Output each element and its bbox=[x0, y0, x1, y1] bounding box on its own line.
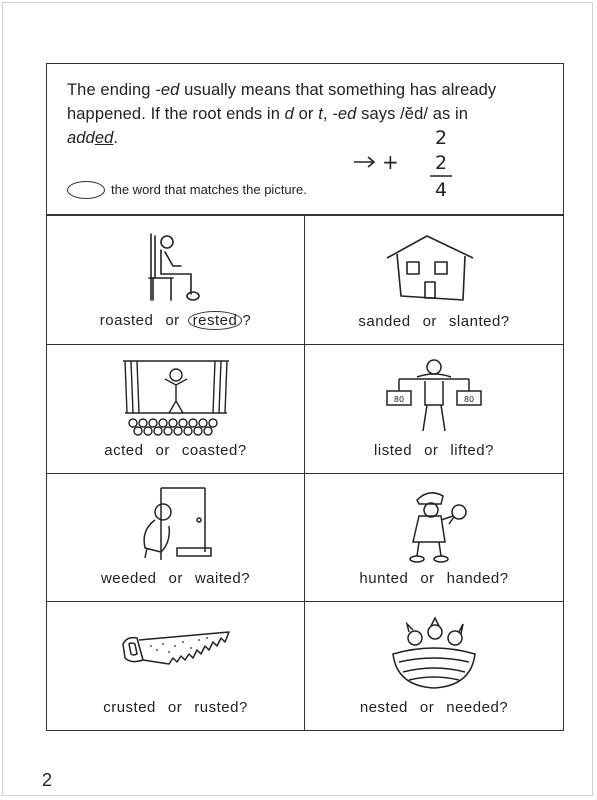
rusty-saw-icon bbox=[121, 614, 231, 696]
exercise-item bbox=[305, 601, 563, 730]
word-option-2[interactable]: coasted bbox=[181, 441, 238, 459]
word-option-1[interactable]: weeded bbox=[100, 570, 157, 588]
exercise-item bbox=[305, 215, 563, 344]
handwritten-addition bbox=[352, 124, 472, 204]
stage-actor-icon bbox=[121, 357, 231, 439]
choice-line: sanded or slanted? bbox=[358, 312, 510, 330]
math-middle: 2 bbox=[435, 152, 448, 174]
word-option-1[interactable]: listed bbox=[374, 441, 413, 459]
word-option-1[interactable]: hunted bbox=[359, 570, 409, 588]
exercise-item bbox=[47, 215, 305, 344]
word-option-1[interactable]: acted bbox=[104, 441, 144, 459]
weight-label: 80 bbox=[393, 394, 405, 404]
oval-icon bbox=[67, 181, 105, 199]
exercise-item bbox=[47, 473, 305, 602]
choice-line: listed or lifted? bbox=[374, 441, 494, 459]
exercise-item bbox=[305, 344, 563, 473]
math-result: 4 bbox=[435, 179, 448, 201]
choice-line: weeded or waited? bbox=[100, 570, 251, 588]
word-option-1[interactable]: sanded bbox=[358, 312, 411, 330]
exercise-item bbox=[47, 344, 305, 473]
slanted-house-icon bbox=[379, 228, 489, 310]
directions: the word that matches the picture. bbox=[67, 180, 307, 200]
choice-line: crusted or rusted? bbox=[103, 699, 248, 716]
plus-sign: + bbox=[382, 150, 399, 174]
word-option-2[interactable]: needed bbox=[446, 699, 500, 716]
dog-at-door-icon bbox=[121, 486, 231, 568]
weightlifter-icon bbox=[379, 357, 489, 439]
exercise-grid bbox=[46, 215, 564, 731]
weight-label: 80 bbox=[463, 394, 475, 404]
word-option-1[interactable]: crusted bbox=[103, 699, 156, 716]
word-option-2[interactable]: rested bbox=[188, 311, 243, 330]
choice-line: hunted or handed? bbox=[359, 570, 509, 588]
word-option-1[interactable]: nested bbox=[359, 699, 408, 716]
choice-line: nested or needed? bbox=[359, 699, 509, 716]
choice-line: acted or coasted? bbox=[104, 441, 247, 459]
word-option-1[interactable]: roasted bbox=[99, 311, 154, 329]
word-option-2[interactable]: lifted bbox=[450, 441, 486, 459]
word-option-2[interactable]: slanted bbox=[448, 312, 501, 330]
rule-text: The ending -ed usually means that something has already happened. If the root ends in d or t, -ed says /ĕd/ as in added. bbox=[67, 81, 497, 147]
instruction-box bbox=[46, 63, 564, 215]
choice-line: roasted or rested ? bbox=[99, 311, 252, 329]
exercise-item bbox=[47, 601, 305, 730]
person-sitting-icon bbox=[121, 228, 231, 310]
math-top: 2 bbox=[435, 127, 448, 149]
detective-icon bbox=[379, 486, 489, 568]
page-number: 2 bbox=[42, 770, 53, 790]
word-option-2[interactable]: rusted bbox=[194, 699, 239, 716]
word-option-2[interactable]: waited bbox=[194, 570, 242, 588]
word-option-2[interactable]: handed bbox=[446, 570, 500, 588]
birds-nest-icon bbox=[379, 614, 489, 696]
exercise-item bbox=[305, 473, 563, 602]
